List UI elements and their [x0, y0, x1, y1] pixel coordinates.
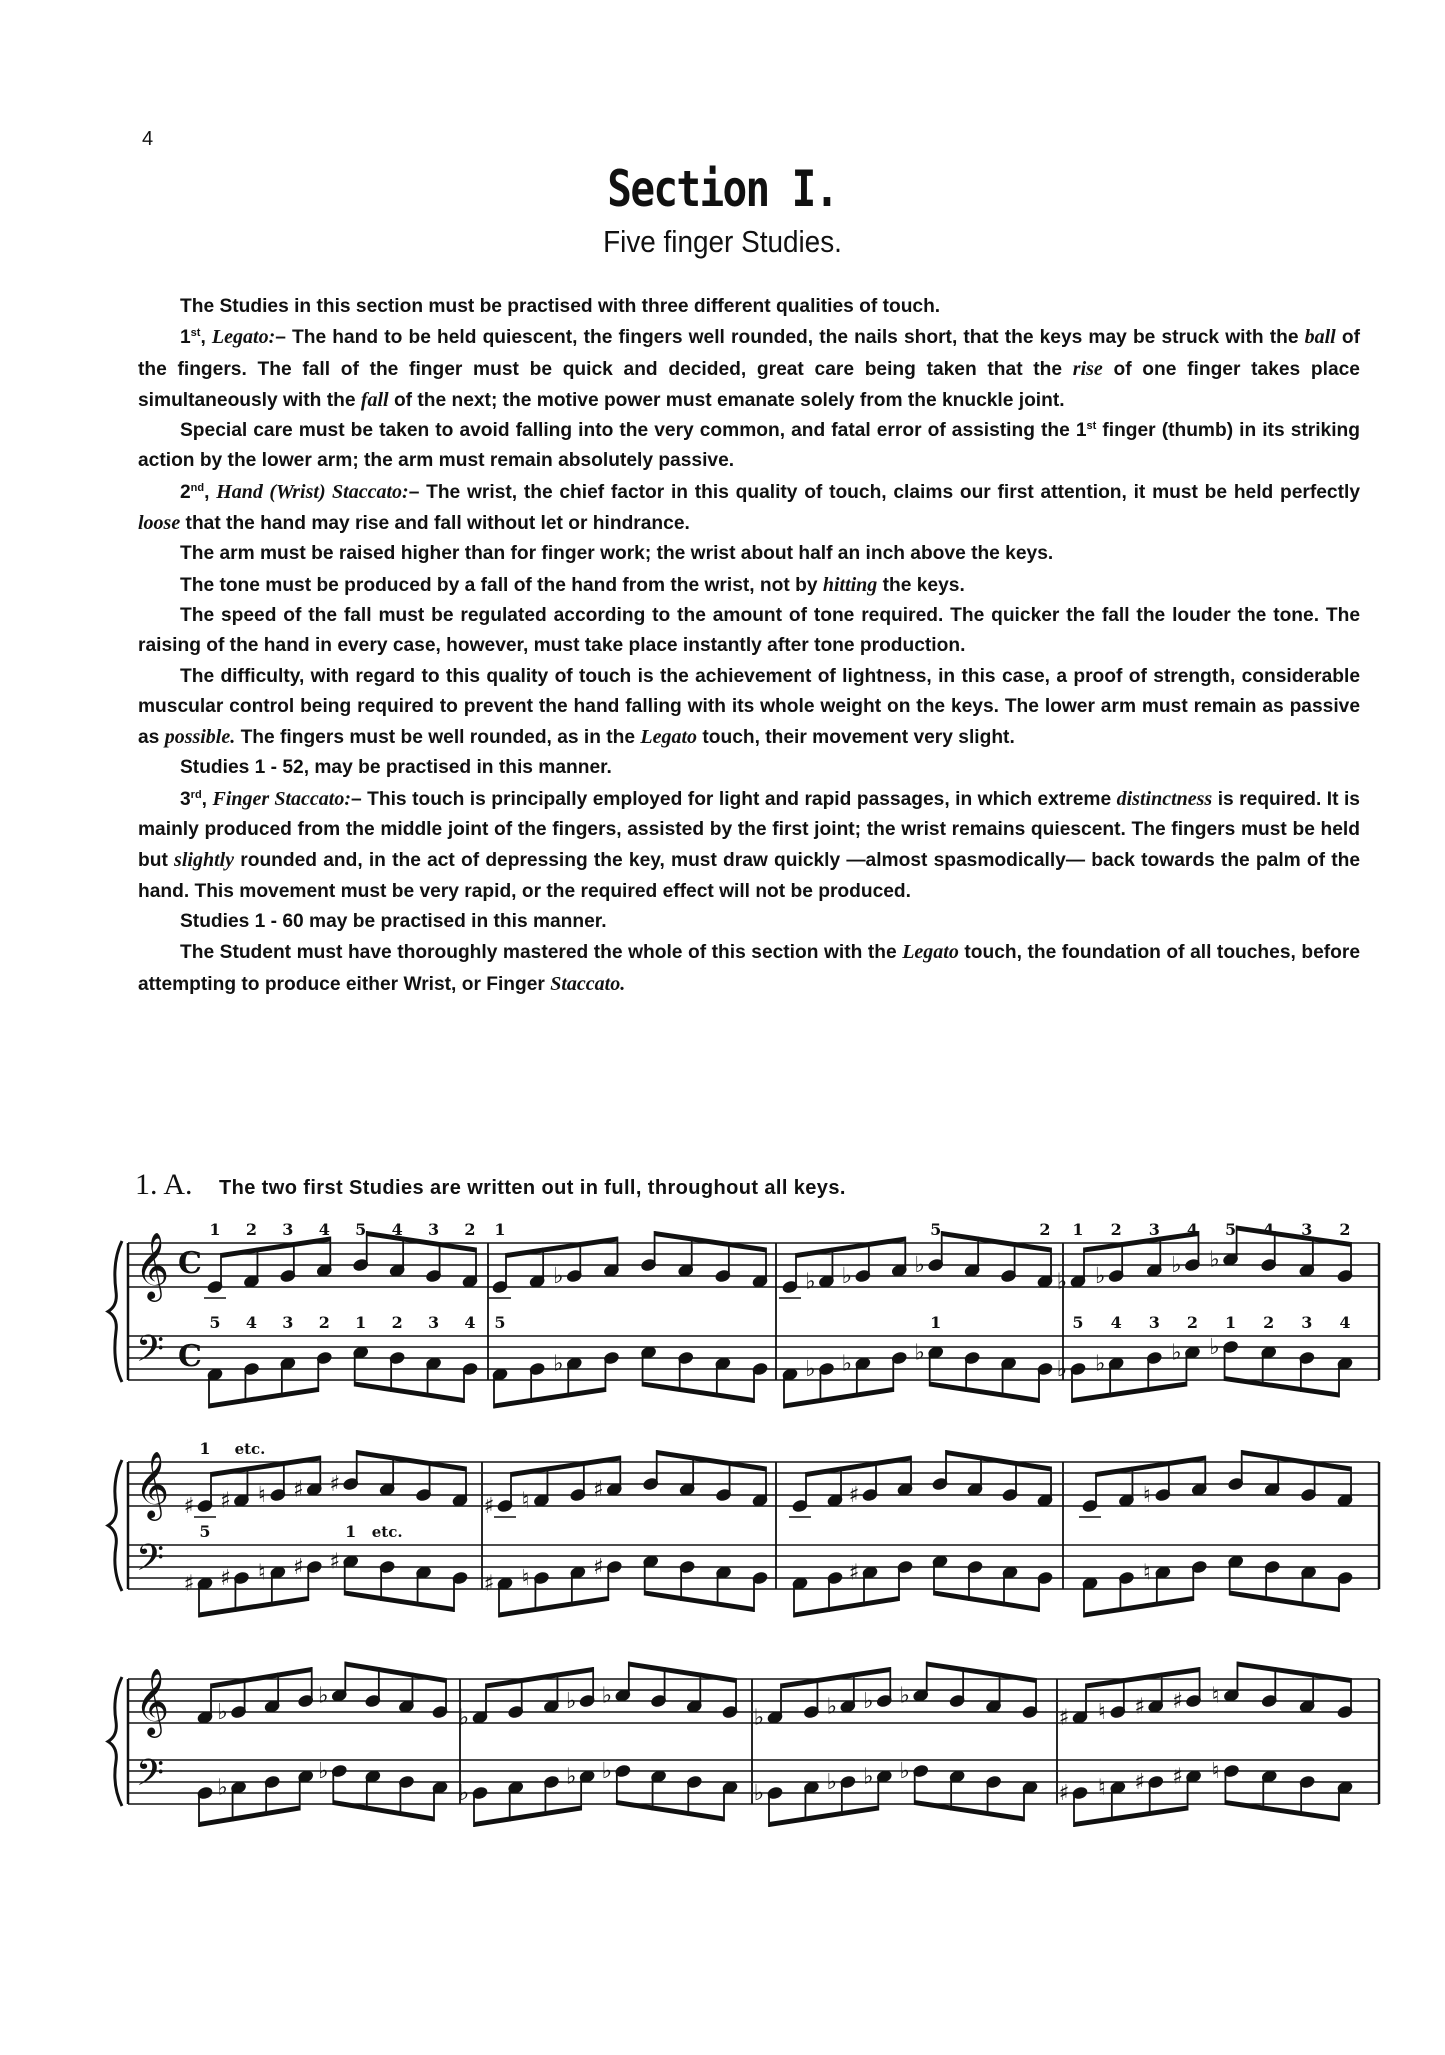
fingering: 4 [1339, 1313, 1351, 1332]
beam [345, 1591, 454, 1613]
sharp-icon: ♯ [848, 1483, 860, 1508]
fingering: 2 [391, 1313, 403, 1332]
paragraph: 1st, Legato:– The hand to be held quiescent, the fingers well rounded, the nails short, that the keys may be struck with the ball of the fingers. The fall of the finger must be quick and decided, great care being taken that the rise of one finger takes place simultaneously with the fall of the next; the motive power must emanate solely from the knuckle joint. [138, 326, 1360, 411]
sharp-icon: ♯ [483, 1494, 495, 1519]
sharp-icon: ♯ [592, 1555, 604, 1580]
flat-icon: ♭ [1094, 1264, 1106, 1289]
beam [781, 1667, 890, 1689]
example-description: The two first Studies are written out in full, throughout all keys. [218, 1177, 846, 1199]
brace [108, 1677, 122, 1806]
fingering: 4 [1186, 1220, 1198, 1239]
natural-icon: ♮ [1211, 1683, 1220, 1709]
flat-icon: ♭ [805, 1269, 816, 1295]
beam [211, 1667, 312, 1689]
flat-icon: ♭ [1056, 1357, 1068, 1382]
fingering: 4 [1110, 1313, 1122, 1332]
section-subtitle: Five finger Studies. [603, 224, 842, 259]
beam [657, 1450, 766, 1472]
flat-icon: ♭ [841, 1351, 853, 1377]
beam [794, 1596, 899, 1618]
treble-clef-icon: 𝄞 [134, 1667, 170, 1735]
paragraph: Studies 1 - 52, may be practised in this manner. [180, 757, 612, 779]
fingering: 3 [1301, 1220, 1313, 1239]
fingering: 5 [209, 1313, 221, 1332]
brace [108, 1460, 122, 1591]
fingering: 3 [1148, 1313, 1160, 1332]
beam [1086, 1667, 1200, 1689]
fingering: 5 [1072, 1313, 1084, 1332]
beam [486, 1667, 593, 1689]
beam [1074, 1806, 1188, 1828]
bass-clef-icon: 𝄢 [135, 1752, 165, 1803]
natural-icon: ♮ [521, 1566, 530, 1591]
bass-clef-icon: 𝄢 [135, 1537, 165, 1588]
flat-icon: ♭ [753, 1705, 765, 1731]
flat-icon: ♭ [899, 1683, 910, 1709]
paragraph: Special care must be taken to avoid falling into the very common, and fatal error of assisting the 1st finger (thumb) in its striking action by the lower arm; the arm must remain absolutely passive. [138, 420, 1360, 472]
flat-icon: ♭ [863, 1689, 874, 1714]
beam [367, 1231, 476, 1253]
sharp-icon: ♯ [592, 1477, 604, 1503]
time-signature: C [178, 1246, 202, 1281]
fingering: 2 [1339, 1220, 1351, 1239]
flat-icon: ♭ [1209, 1247, 1220, 1273]
fingering: 4 [464, 1313, 476, 1332]
natural-icon: ♮ [1097, 1775, 1106, 1801]
fingering: 2 [1186, 1313, 1198, 1332]
sharp-icon: ♯ [183, 1494, 195, 1519]
flat-icon: ♭ [553, 1264, 564, 1289]
flat-icon: ♭ [805, 1357, 816, 1382]
beam [355, 1382, 464, 1404]
sharp-icon: ♯ [292, 1555, 304, 1580]
fingering: 4 [391, 1220, 403, 1239]
beam [1230, 1591, 1339, 1613]
fingering: 4 [1263, 1220, 1275, 1239]
beam [784, 1387, 893, 1409]
flat-icon: ♭ [318, 1683, 329, 1709]
time-signature: C [178, 1339, 202, 1374]
beam [209, 1387, 318, 1409]
fingering: 3 [428, 1313, 440, 1332]
sharp-icon: ♯ [1058, 1705, 1070, 1731]
paragraph: The arm must be raised higher than for finger work; the wrist about half an inch above the keys. [180, 543, 1054, 565]
flat-icon: ♭ [553, 1351, 564, 1377]
flat-icon: ♭ [318, 1759, 329, 1784]
fingering: 3 [282, 1220, 294, 1239]
sharp-icon: ♯ [1172, 1764, 1183, 1790]
treble-clef-icon: 𝄞 [134, 1450, 170, 1518]
system-2 [108, 1439, 1379, 1618]
example-number: 1. A. [135, 1168, 193, 1201]
paragraph: The tone must be produced by a fall of the hand from the wrist, not by hitting the keys. [180, 573, 965, 596]
fingering: 2 [318, 1313, 330, 1332]
beam [357, 1450, 466, 1472]
fingering: 5 [355, 1220, 367, 1239]
beam [1084, 1596, 1193, 1618]
flat-icon: ♭ [565, 1689, 577, 1714]
beam [930, 1382, 1039, 1404]
sharp-icon: ♯ [848, 1560, 860, 1586]
natural-icon: ♮ [1211, 1759, 1220, 1784]
fingering: 2 [464, 1220, 476, 1239]
fingering: 1 [494, 1220, 506, 1239]
sharp-icon: ♯ [183, 1571, 195, 1597]
fingering: 1 [199, 1439, 211, 1458]
beam [645, 1591, 754, 1613]
system-1 [108, 1220, 1379, 1409]
etc-label: etc. [371, 1523, 403, 1541]
flat-icon: ♭ [1171, 1340, 1182, 1366]
treble-clef-icon: 𝄞 [134, 1231, 170, 1299]
fingering: 1 [355, 1313, 367, 1332]
fingering: 4 [245, 1313, 257, 1332]
flat-icon: ♭ [1094, 1351, 1106, 1377]
beam [474, 1806, 581, 1828]
beam [494, 1387, 605, 1409]
flat-icon: ♭ [217, 1700, 228, 1725]
natural-icon: ♮ [1097, 1700, 1106, 1725]
flat-icon: ♭ [601, 1683, 613, 1709]
fingering: 2 [245, 1220, 257, 1239]
fingering: 1 [209, 1220, 221, 1239]
fingering: 1 [930, 1313, 942, 1332]
sharp-icon: ♯ [483, 1571, 495, 1597]
beam [199, 1596, 308, 1618]
paragraph: 3rd, Finger Staccato:– This touch is principally employed for light and rapid passages, in which extreme distinctness is required. It is mainly produced from the middle joint of the fingers, assisted by the first joint; the wrist remains quiescent. The fingers must be held but slightly rounded and, in the act of depressing the key, must draw quickly —almost spasmodically— back towards the palm of the hand. This movement must be very rapid, or the required effect will not be produced. [138, 787, 1361, 902]
fingering: 3 [428, 1220, 440, 1239]
paragraph: Studies 1 - 60 may be practised in this manner. [180, 910, 607, 932]
fingering: 5 [1225, 1220, 1237, 1239]
flat-icon: ♭ [217, 1775, 228, 1801]
natural-icon: ♮ [1142, 1483, 1151, 1508]
fingering: 2 [1110, 1220, 1122, 1239]
bass-clef-icon: 𝄢 [135, 1328, 165, 1379]
flat-icon: ♭ [826, 1770, 838, 1795]
beam [934, 1591, 1039, 1613]
flat-icon: ♭ [826, 1694, 838, 1720]
natural-icon: ♮ [257, 1483, 266, 1508]
sharp-icon: ♯ [329, 1472, 341, 1497]
beam [942, 1231, 1051, 1253]
fingering: 5 [930, 1220, 942, 1239]
fingering: 1 [1072, 1220, 1084, 1239]
flat-icon: ♭ [863, 1764, 874, 1790]
flat-icon: ♭ [899, 1759, 910, 1784]
natural-icon: ♮ [1142, 1560, 1151, 1586]
fingering: 5 [199, 1522, 211, 1541]
sharp-icon: ♯ [1172, 1689, 1183, 1714]
flat-icon: ♭ [841, 1264, 853, 1289]
fingering: 3 [1301, 1313, 1313, 1332]
natural-icon: ♮ [257, 1560, 266, 1586]
paragraph: The speed of the fall must be regulated according to the amount of tone required. The quicker the fall the louder the tone. The raising of the hand in every case, however, must take place instantly after tone production. [138, 604, 1360, 657]
beam [946, 1450, 1051, 1472]
fingering: 2 [1263, 1313, 1275, 1332]
flat-icon: ♭ [1056, 1269, 1068, 1295]
beam [655, 1231, 766, 1253]
flat-icon: ♭ [458, 1781, 470, 1806]
flat-icon: ♭ [914, 1340, 925, 1366]
fingering: 1 [345, 1522, 357, 1541]
sharp-icon: ♯ [1058, 1781, 1070, 1806]
fingering: 3 [282, 1313, 294, 1332]
beam [1072, 1382, 1186, 1404]
beam [199, 1806, 300, 1828]
flat-icon: ♭ [565, 1764, 577, 1790]
fingering: 3 [1148, 1220, 1160, 1239]
system-3 [108, 1662, 1379, 1828]
flat-icon: ♭ [601, 1759, 613, 1784]
fingering: 5 [494, 1313, 506, 1332]
beam [769, 1806, 878, 1828]
paragraph: The difficulty, with regard to this quality of touch is the achievement of lightness, in this case, a proof of strength, considerable muscular control being required to prevent the hand falling with its whole weight on the keys. The lower arm must remain as passive as possible. The fingers must be well rounded, as in the Legato touch, their movement very slight. [138, 665, 1360, 749]
page-number: 4 [142, 128, 154, 150]
natural-icon: ♮ [521, 1488, 530, 1514]
flat-icon: ♭ [1209, 1335, 1220, 1360]
flat-icon: ♭ [914, 1253, 925, 1278]
paragraph: 2nd, Hand (Wrist) Staccato:– The wrist, the chief factor in this quality of touch, claims our first attention, it must be held perfectly loose that the hand may rise and fall without let or hindrance. [138, 480, 1360, 535]
sharp-icon: ♯ [329, 1549, 341, 1575]
beam [499, 1596, 608, 1618]
beam [1084, 1231, 1198, 1253]
sharp-icon: ♯ [220, 1488, 231, 1514]
flat-icon: ♭ [1171, 1253, 1182, 1278]
beam [1242, 1450, 1351, 1472]
section-title: Section I. [607, 160, 838, 218]
fingering: 2 [1039, 1220, 1051, 1239]
paragraph: The Studies in this section must be practised with three different qualities of touch. [180, 296, 941, 317]
sharp-icon: ♯ [220, 1566, 231, 1591]
fingering: 1 [1225, 1313, 1237, 1332]
sharp-icon: ♯ [1134, 1770, 1146, 1795]
sharp-icon: ♯ [292, 1477, 304, 1503]
fingering: 4 [318, 1220, 330, 1239]
flat-icon: ♭ [753, 1781, 765, 1806]
etc-label: etc. [234, 1440, 266, 1458]
beam [643, 1382, 754, 1404]
paragraph: The Student must have thoroughly mastered the whole of this section with the Legato touch, the foundation of all touches, before attempting to produce either Wrist, or Finger Staccato. [138, 941, 1360, 995]
sharp-icon: ♯ [1134, 1694, 1146, 1720]
flat-icon: ♭ [458, 1705, 470, 1731]
brace [108, 1241, 122, 1382]
